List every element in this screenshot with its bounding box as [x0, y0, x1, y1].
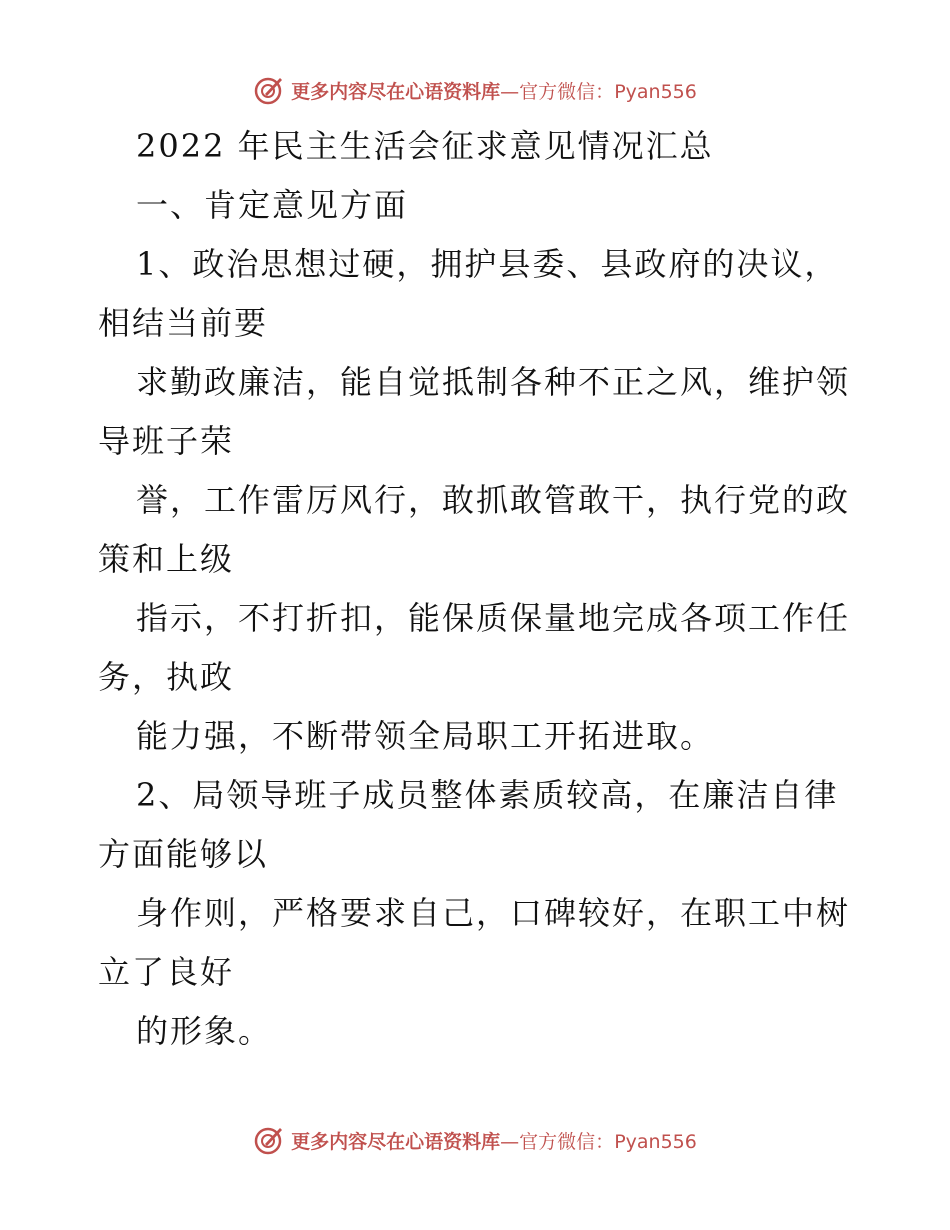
- document-title: 2022 年民主生活会征求意见情况汇总: [136, 127, 714, 165]
- watermark-banner-top: [0, 70, 950, 110]
- quill-logo-icon: [253, 74, 285, 106]
- paragraph-line: 相结当前要: [98, 304, 269, 342]
- watermark-text: 更多内容尽在心语资料库—官方微信：Pyan556: [291, 80, 697, 103]
- document-body: [98, 117, 868, 1061]
- paragraph-line: 立了良好: [98, 953, 235, 991]
- paragraph-line: 导班子荣: [98, 422, 235, 460]
- paragraph-line: 指示，不打折扣，能保质保量地完成各项工作任: [136, 599, 851, 637]
- watermark-banner-bottom: [0, 1120, 950, 1160]
- paragraph-line: 求勤政廉洁，能自觉抵制各种不正之风，维护领: [136, 363, 851, 401]
- paragraph-line: 务，执政: [98, 658, 235, 696]
- quill-logo-icon: [253, 1124, 285, 1156]
- paragraph-2: [98, 766, 868, 1061]
- paragraph-line: 策和上级: [98, 540, 235, 578]
- paragraph-line: 1、政治思想过硬，拥护县委、县政府的决议，: [136, 245, 839, 283]
- section-heading: 一、肯定意见方面: [136, 186, 409, 224]
- paragraph-line: 方面能够以: [98, 835, 269, 873]
- paragraph-line: 身作则，严格要求自己，口碑较好，在职工中树: [136, 894, 851, 932]
- paragraph-line: 的形象。: [136, 1012, 273, 1050]
- watermark-text: 更多内容尽在心语资料库—官方微信：Pyan556: [291, 1130, 697, 1153]
- paragraph-1: [98, 235, 868, 766]
- paragraph-line: 誉，工作雷厉风行，敢抓敢管敢干，执行党的政: [136, 481, 851, 519]
- paragraph-line: 能力强，不断带领全局职工开拓进取。: [136, 717, 715, 755]
- paragraph-line: 2、局领导班子成员整体素质较高，在廉洁自律: [136, 776, 839, 814]
